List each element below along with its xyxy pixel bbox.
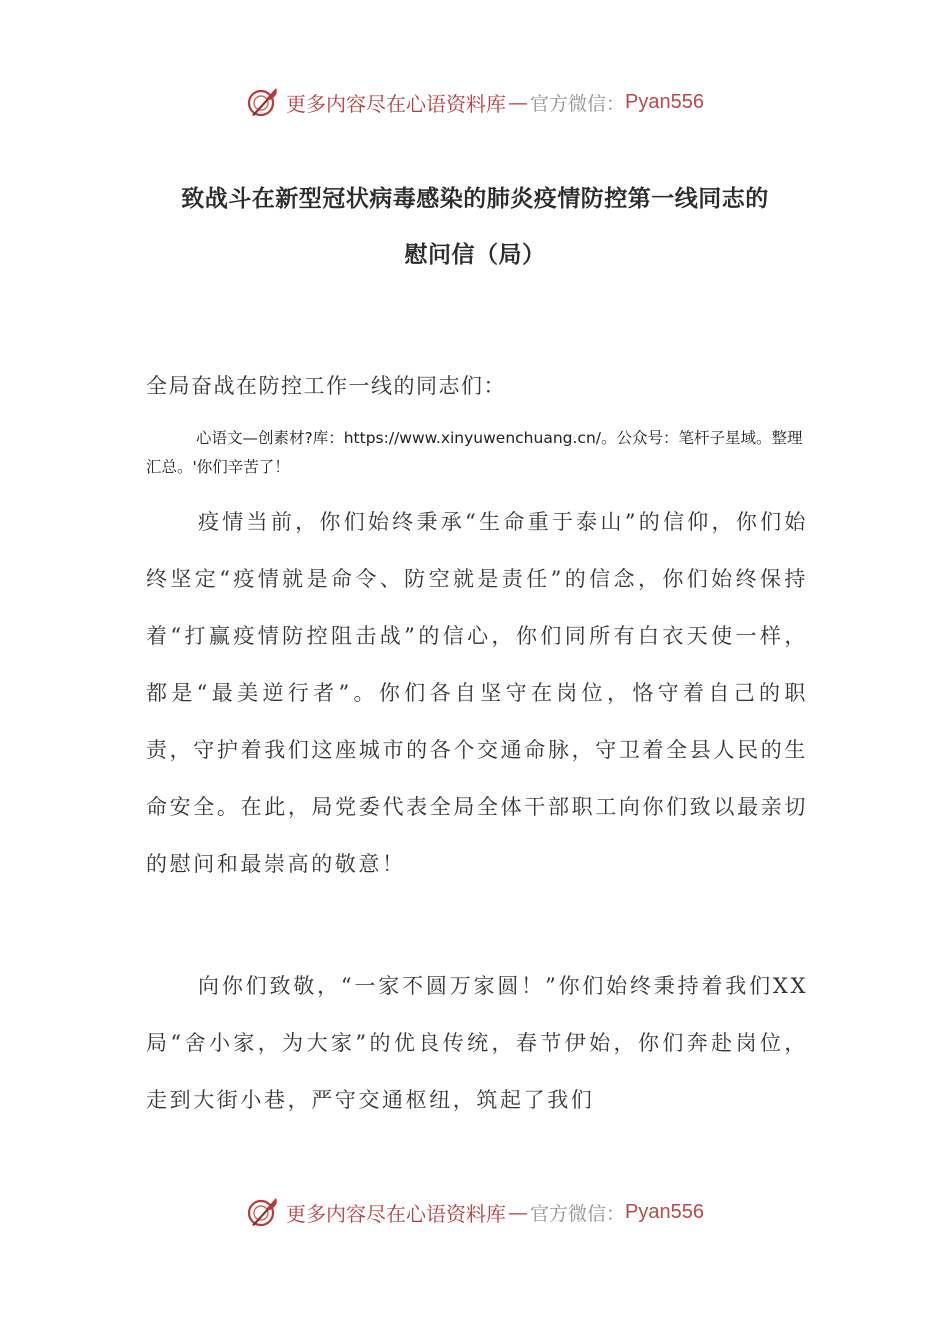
body-paragraph-1: 疫情当前，你们始终秉承“生命重于泰山”的信仰，你们始终坚定“疫情就是命令、防空就是责任”的信念，你们始终保持着“打赢疫情防控阻击战”的信心，你们同所有白衣天使一样，都是“最美逆行者”。你们各自坚守在岗位，恪守着自己的职责，守护着我们这座城市的各个交通命脉，守卫着全县人民的生命安全。在此，局党委代表全局全体干部职工向你们致以最亲切的慰问和最崇高的敬意！ [146, 510, 808, 876]
document-title-line-2: 慰问信（局） [404, 242, 546, 268]
wechat-label: 官方微信： [530, 92, 626, 115]
salutation: 全局奋战在防控工作一线的同志们： [146, 374, 506, 398]
quill-logo-icon [246, 1195, 280, 1229]
wechat-id: Pyan556 [625, 90, 704, 113]
body-paragraph-2: 向你们致敬，“一家不圆万家圆！”你们始终秉持着我们XX局“舍小家，为大家”的优良传统，春节伊始，你们奔赴岗位，走到大街小巷，严守交通枢纽，筑起了我们 [146, 974, 808, 1112]
footer-banner [0, 1190, 950, 1234]
header-banner [0, 80, 950, 124]
wechat-label: 官方微信： [530, 1202, 626, 1225]
banner-separator: — [508, 90, 528, 114]
wechat-id: Pyan556 [625, 1200, 704, 1223]
source-note: 心语文—创素材?库：https://www.xinyuwenchuang.cn/。公众号：笔杆子星域。整理汇总。'你们辛苦了！ [146, 429, 803, 476]
promo-text: 更多内容尽在心语资料库 [286, 1201, 506, 1226]
quill-logo-icon [246, 85, 280, 119]
banner-separator: — [508, 1200, 528, 1224]
promo-text: 更多内容尽在心语资料库 [286, 91, 506, 116]
document-title-line-1: 致战斗在新型冠状病毒感染的肺炎疫情防控第一线同志的 [181, 186, 769, 212]
